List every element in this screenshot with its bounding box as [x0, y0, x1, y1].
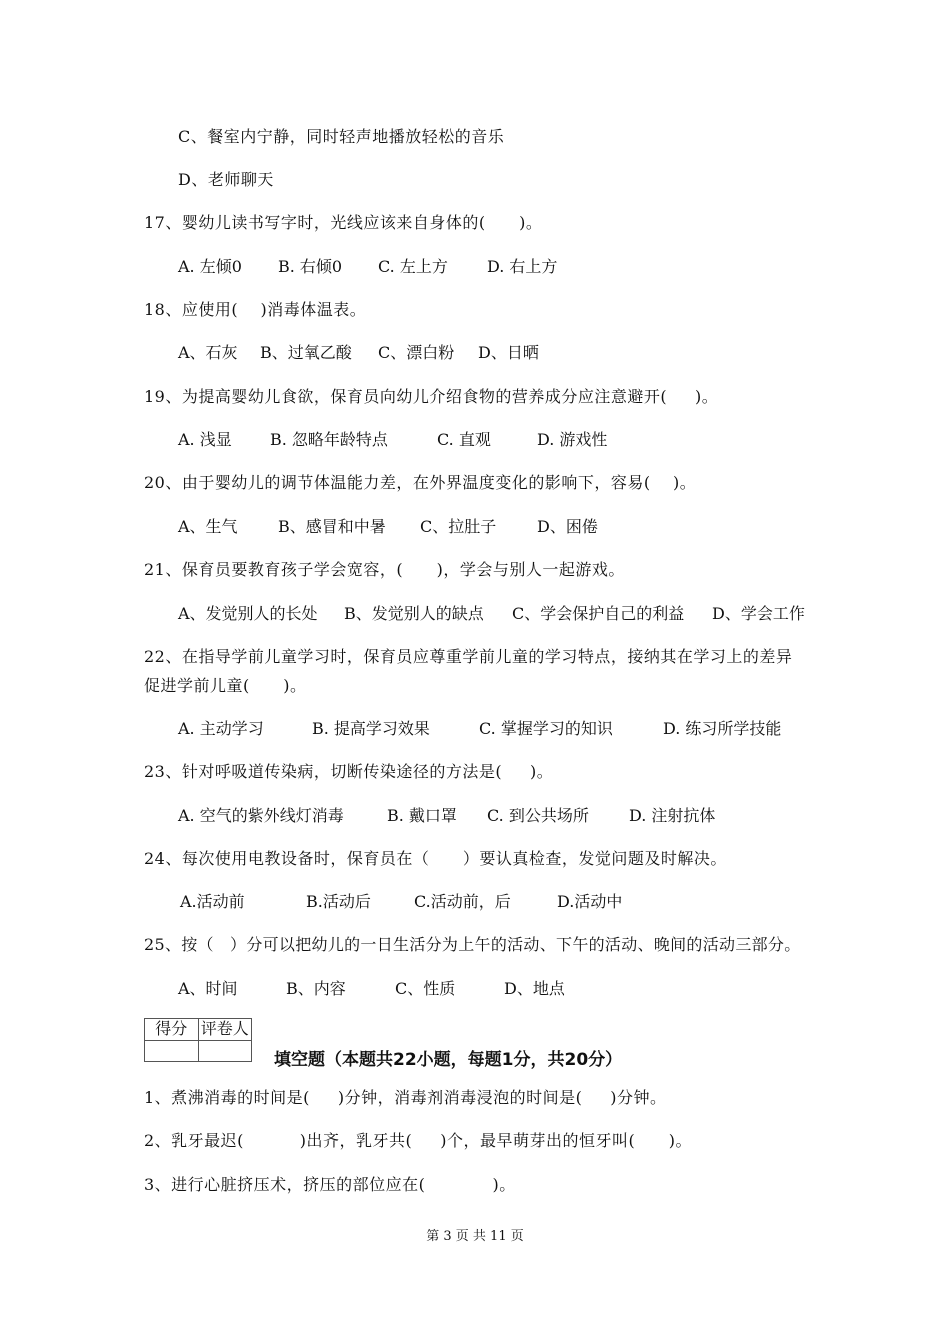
- question-24: 24、每次使用电教设备时，保育员在（ ）要认真检查，发觉问题及时解决。: [144, 849, 727, 868]
- option-17c: C. 左上方: [378, 257, 448, 276]
- option-19c: C. 直观: [437, 430, 491, 449]
- question-17: 17、婴幼儿读书写字时，光线应该来自身体的( )。: [144, 213, 543, 232]
- option-22c: C. 掌握学习的知识: [479, 719, 613, 738]
- option-17a: A. 左倾0: [178, 257, 242, 276]
- page-footer: 第 3 页 共 11 页: [426, 1229, 524, 1244]
- grader-cell: [198, 1040, 252, 1062]
- option-19b: B. 忽略年龄特点: [270, 430, 388, 449]
- option-18a: A、石灰: [178, 343, 238, 362]
- score-box: [144, 1018, 252, 1062]
- option-21b: B、发觉别人的缺点: [344, 604, 484, 623]
- option-19a: A. 浅显: [178, 430, 232, 449]
- option-23c: C. 到公共场所: [487, 806, 589, 825]
- option-21c: C、学会保护自己的利益: [512, 604, 685, 623]
- option-25b: B、内容: [286, 979, 346, 998]
- option-19d: D. 游戏性: [537, 430, 608, 449]
- question-21: 21、保育员要教育孩子学会宽容，( )，学会与别人一起游戏。: [144, 560, 625, 579]
- option-22d: D. 练习所学技能: [663, 719, 782, 738]
- score-label: 得分: [145, 1019, 199, 1041]
- fill-blank-2: 2、乳牙最迟( )出齐，乳牙共( )个，最早萌芽出的恒牙叫( )。: [144, 1131, 692, 1150]
- option-24c: C.活动前，后: [414, 892, 511, 911]
- option-21d: D、学会工作: [712, 604, 805, 623]
- option-17b: B. 右倾0: [278, 257, 343, 276]
- option-23d: D. 注射抗体: [629, 806, 716, 825]
- score-cell: [145, 1040, 199, 1062]
- option-23b: B. 戴口罩: [387, 806, 457, 825]
- option-20b: B、感冒和中暑: [278, 517, 386, 536]
- grader-label: 评卷人: [198, 1019, 252, 1041]
- option-22a: A. 主动学习: [178, 719, 264, 738]
- option-18c: C、漂白粉: [378, 343, 455, 362]
- question-18: 18、应使用( )消毒体温表。: [144, 300, 367, 319]
- option-21a: A、发觉别人的长处: [178, 604, 318, 623]
- option-20a: A、生气: [178, 517, 238, 536]
- option-18d: D、日晒: [478, 343, 539, 362]
- option-22b: B. 提高学习效果: [312, 719, 430, 738]
- option-line-16d: D、老师聊天: [178, 170, 274, 189]
- option-25a: A、时间: [178, 979, 238, 998]
- question-19: 19、为提高婴幼儿食欲，保育员向幼儿介绍食物的营养成分应注意避开( )。: [144, 387, 719, 406]
- fill-blank-1: 1、煮沸消毒的时间是( )分钟，消毒剂消毒浸泡的时间是( )分钟。: [144, 1088, 667, 1107]
- option-25c: C、性质: [395, 979, 456, 998]
- option-23a: A. 空气的紫外线灯消毒: [178, 806, 344, 825]
- option-24b: B.活动后: [306, 892, 371, 911]
- option-17d: D. 右上方: [487, 257, 558, 276]
- question-23: 23、针对呼吸道传染病，切断传染途径的方法是( )。: [144, 762, 554, 781]
- question-22-line2: 促进学前儿童( )。: [144, 676, 307, 695]
- option-20c: C、拉肚子: [420, 517, 497, 536]
- fill-blank-3: 3、进行心脏挤压术，挤压的部位应在( )。: [144, 1175, 516, 1194]
- option-20d: D、困倦: [537, 517, 598, 536]
- question-20: 20、由于婴幼儿的调节体温能力差，在外界温度变化的影响下，容易( )。: [144, 473, 697, 492]
- option-18b: B、过氧乙酸: [260, 343, 352, 362]
- option-24d: D.活动中: [557, 892, 623, 911]
- section-title: 填空题（本题共22小题，每题1分，共20分）: [274, 1050, 623, 1070]
- option-24a: A.活动前: [180, 892, 245, 911]
- option-25d: D、地点: [504, 979, 565, 998]
- question-25: 25、按（ ）分可以把幼儿的一日生活分为上午的活动、下午的活动、晚间的活动三部分。: [144, 935, 801, 954]
- question-22-line1: 22、在指导学前儿童学习时，保育员应尊重学前儿童的学习特点，接纳其在学习上的差异: [144, 647, 793, 666]
- option-line-16c: C、餐室内宁静，同时轻声地播放轻松的音乐: [178, 127, 505, 146]
